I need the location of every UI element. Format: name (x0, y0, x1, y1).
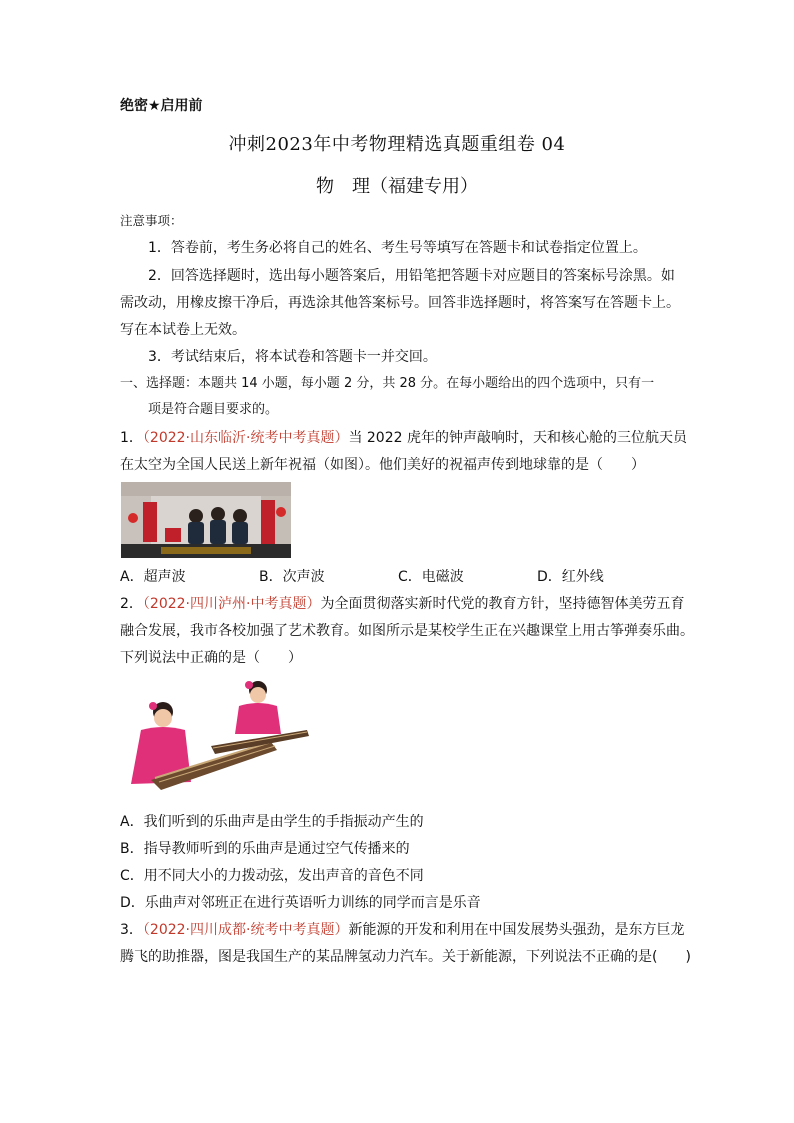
question-3-line-1 (120, 920, 684, 940)
notice-item-1: 1．答卷前，考生务必将自己的姓名、考生号等填写在答题卡和试卷指定位置上。 (148, 240, 647, 256)
question-2-option-a: A．我们听到的乐曲声是由学生的手指振动产生的 (120, 814, 424, 830)
question-1-option-c: C．电磁波 (398, 569, 464, 585)
question-number: 3． (120, 922, 143, 938)
guzheng-students-photo (121, 672, 309, 800)
notice-item-2-line-1: 2．回答选择题时，选出每小题答案后，用铅笔把答题卡对应题目的答案标号涂黑。如 (148, 268, 675, 284)
question-number: 2． (120, 596, 143, 612)
question-2-option-d: D．乐曲声对邻班正在进行英语听力训练的同学而言是乐音 (120, 895, 481, 911)
section-heading-line-2: 项是符合题目要求的。 (148, 402, 279, 417)
question-2-option-c: C．用不同大小的力拨动弦，发出声音的音色不同 (120, 868, 424, 884)
question-2-line-1 (120, 594, 684, 614)
confidential-mark: 绝密★启用前 (120, 98, 203, 114)
notice-heading: 注意事项： (120, 213, 183, 228)
question-text: 当 2022 虎年的钟声敲响时，天和核心舱的三位航天员 (348, 430, 687, 446)
question-2-option-b: B．指导教师听到的乐曲声是通过空气传播来的 (120, 841, 410, 857)
question-3-line-2: 腾飞的助推器，图是我国生产的某品牌氢动力汽车。关于新能源，下列说法不正确的是( ) (120, 949, 691, 965)
question-source: （2022·四川成都·统考中考真题） (142, 922, 349, 938)
question-2-line-2: 融合发展，我市各校加强了艺术教育。如图所示是某校学生正在兴趣课堂上用古筝弹奏乐曲。 (120, 623, 694, 639)
notice-item-3: 3．考试结束后，将本试卷和答题卡一并交回。 (148, 349, 437, 365)
question-source: （2022·四川泸州·中考真题） (142, 596, 321, 612)
notice-item-2-line-3: 写在本试卷上无效。 (120, 322, 246, 338)
question-text: 新能源的开发和利用在中国发展势头强劲，是东方巨龙 (348, 922, 685, 938)
section-heading-line-1: 一、选择题：本题共 14 小题，每小题 2 分，共 28 分。在每小题给出的四个选项中，只有一 (120, 376, 655, 391)
question-number: 1． (120, 430, 143, 446)
question-1-line-2: 在太空为全国人民送上新年祝福（如图）。他们美好的祝福声传到地球靠的是（ ） (120, 457, 645, 473)
question-2-line-3: 下列说法中正确的是（ ） (120, 650, 302, 666)
exam-title: 冲刺2023年中考物理精选真题重组卷 04 (228, 134, 566, 155)
question-1-option-a: A．超声波 (120, 569, 186, 585)
question-source: （2022·山东临沂·统考中考真题） (142, 430, 349, 446)
question-text: 为全面贯彻落实新时代党的教育方针，坚持德智体美劳五育 (320, 596, 685, 612)
question-1-option-d: D．红外线 (537, 569, 604, 585)
question-1-line-1 (120, 428, 687, 448)
exam-subtitle: 物 理（福建专用） (316, 176, 478, 197)
astronauts-new-year-photo (121, 482, 291, 558)
question-1-option-b: B．次声波 (259, 569, 325, 585)
notice-item-2-line-2: 需改动，用橡皮擦干净后，再选涂其他答案标号。回答非选择题时，将答案写在答题卡上。 (120, 295, 680, 311)
